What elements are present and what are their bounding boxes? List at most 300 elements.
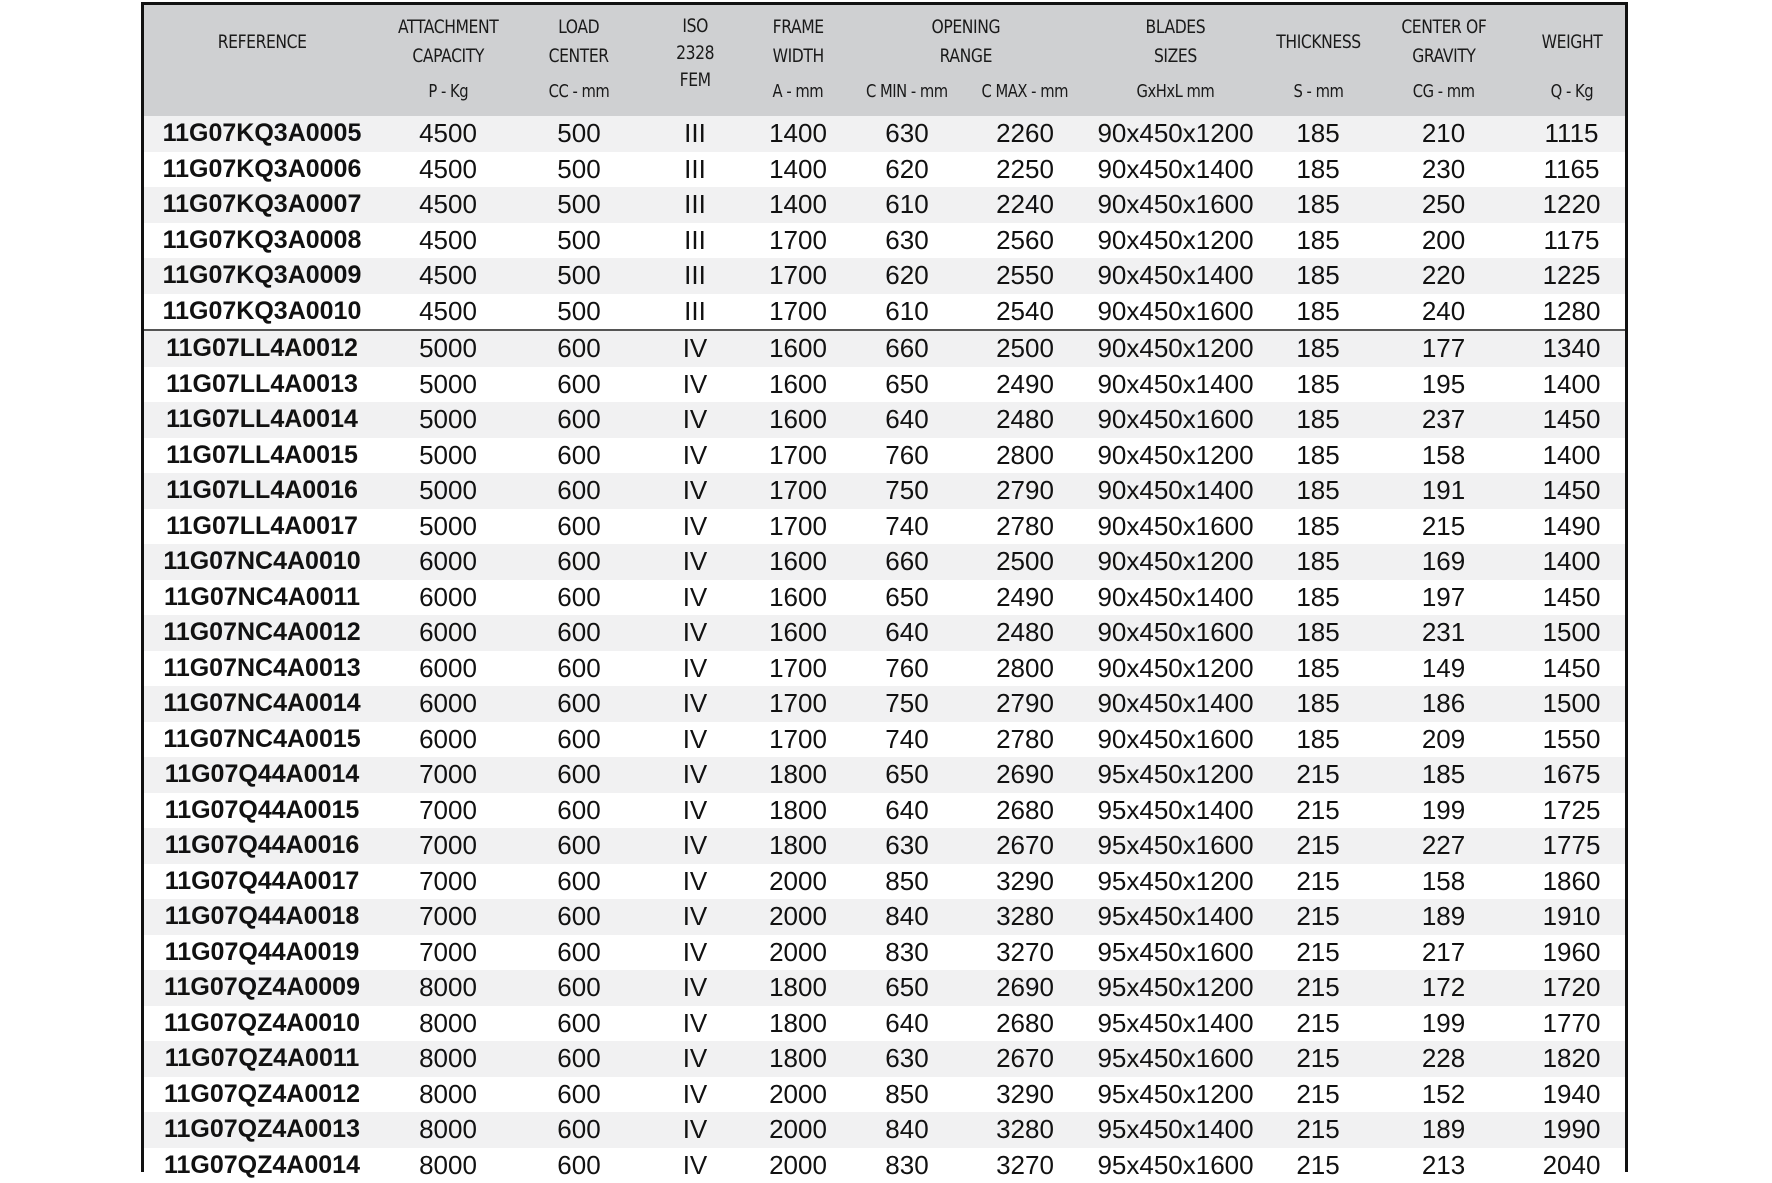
cell-c-max: 2550	[966, 258, 1084, 294]
cell-reference: 11G07NC4A0013	[144, 651, 380, 687]
cell-load-center: 600	[516, 1077, 642, 1113]
cell-thickness: 185	[1267, 152, 1369, 188]
cell-blades-sizes: 90x450x1400	[1084, 473, 1267, 509]
header-opening-range-line-1: OPENING	[932, 16, 1001, 38]
cell-center-of-gravity: 197	[1369, 580, 1518, 616]
cell-weight: 1400	[1518, 438, 1625, 474]
unit-c-max-text: C MAX - mm	[982, 81, 1068, 102]
cell-weight: 1720	[1518, 970, 1625, 1006]
cell-frame-width: 2000	[748, 899, 848, 935]
cell-frame-width: 1400	[748, 152, 848, 188]
cell-frame-width: 1600	[748, 544, 848, 580]
cell-c-max: 2690	[966, 757, 1084, 793]
cell-attachment-capacity: 5000	[380, 402, 516, 438]
cell-frame-width: 1600	[748, 367, 848, 403]
cell-c-min: 630	[848, 828, 966, 864]
cell-weight: 1400	[1518, 544, 1625, 580]
header-thickness-line-1: THICKNESS	[1276, 31, 1361, 53]
cell-iso-class: IV	[642, 864, 748, 900]
cell-blades-sizes: 95x450x1200	[1084, 1077, 1267, 1113]
table-row	[144, 793, 1625, 829]
cell-blades-sizes: 90x450x1400	[1084, 152, 1267, 188]
cell-weight: 1910	[1518, 899, 1625, 935]
cell-frame-width: 1700	[748, 438, 848, 474]
cell-c-min: 620	[848, 258, 966, 294]
header-load-center	[516, 5, 642, 79]
spec-table	[144, 5, 1625, 1183]
cell-iso-class: III	[642, 116, 748, 152]
header-thickness	[1267, 5, 1369, 79]
cell-iso-class: III	[642, 294, 748, 331]
cell-load-center: 600	[516, 509, 642, 545]
cell-frame-width: 1400	[748, 116, 848, 152]
header-iso-line-3: FEM	[679, 69, 710, 91]
cell-thickness: 215	[1267, 864, 1369, 900]
cell-c-min: 850	[848, 1077, 966, 1113]
cell-iso-class: IV	[642, 722, 748, 758]
cell-c-max: 3270	[966, 935, 1084, 971]
cell-thickness: 185	[1267, 473, 1369, 509]
table-row	[144, 152, 1625, 188]
cell-weight: 1960	[1518, 935, 1625, 971]
cell-frame-width: 1600	[748, 615, 848, 651]
cell-center-of-gravity: 217	[1369, 935, 1518, 971]
cell-frame-width: 2000	[748, 1148, 848, 1183]
cell-center-of-gravity: 195	[1369, 367, 1518, 403]
cell-weight: 1400	[1518, 367, 1625, 403]
cell-thickness: 185	[1267, 722, 1369, 758]
header-weight-text	[1541, 28, 1602, 57]
table-row	[144, 223, 1625, 259]
cell-weight: 1225	[1518, 258, 1625, 294]
table-row	[144, 473, 1625, 509]
table-row	[144, 258, 1625, 294]
cell-frame-width: 1600	[748, 330, 848, 367]
cell-center-of-gravity: 199	[1369, 1006, 1518, 1042]
cell-attachment-capacity: 6000	[380, 615, 516, 651]
cell-blades-sizes: 90x450x1200	[1084, 330, 1267, 367]
cell-thickness: 215	[1267, 1041, 1369, 1077]
cell-iso-class: IV	[642, 580, 748, 616]
cell-attachment-capacity: 5000	[380, 473, 516, 509]
cell-center-of-gravity: 177	[1369, 330, 1518, 367]
cell-thickness: 215	[1267, 1112, 1369, 1148]
table-row	[144, 294, 1625, 331]
cell-load-center: 500	[516, 294, 642, 331]
cell-weight: 1940	[1518, 1077, 1625, 1113]
cell-iso-class: IV	[642, 544, 748, 580]
cell-reference: 11G07NC4A0014	[144, 686, 380, 722]
header-iso-text	[676, 13, 714, 94]
cell-c-max: 2800	[966, 438, 1084, 474]
cell-weight: 1775	[1518, 828, 1625, 864]
cell-center-of-gravity: 231	[1369, 615, 1518, 651]
cell-thickness: 215	[1267, 757, 1369, 793]
header-opening-range-line-2: RANGE	[940, 45, 992, 67]
cell-c-max: 2490	[966, 580, 1084, 616]
cell-frame-width: 1700	[748, 509, 848, 545]
cell-load-center: 600	[516, 793, 642, 829]
header-load-center-text	[549, 13, 609, 71]
cell-center-of-gravity: 240	[1369, 294, 1518, 331]
table-row	[144, 970, 1625, 1006]
cell-weight: 1450	[1518, 402, 1625, 438]
cell-reference: 11G07QZ4A0014	[144, 1148, 380, 1183]
cell-iso-class: IV	[642, 330, 748, 367]
unit-blades-sizes-text: GxHxL mm	[1137, 81, 1215, 102]
cell-center-of-gravity: 213	[1369, 1148, 1518, 1183]
table-row	[144, 864, 1625, 900]
table-body	[144, 116, 1625, 1183]
cell-weight: 2040	[1518, 1148, 1625, 1183]
cell-blades-sizes: 90x450x1200	[1084, 544, 1267, 580]
table-row	[144, 116, 1625, 152]
cell-attachment-capacity: 5000	[380, 509, 516, 545]
cell-c-max: 2500	[966, 544, 1084, 580]
table-row	[144, 580, 1625, 616]
cell-blades-sizes: 95x450x1200	[1084, 970, 1267, 1006]
cell-iso-class: IV	[642, 970, 748, 1006]
cell-c-min: 840	[848, 899, 966, 935]
table-row	[144, 651, 1625, 687]
cell-c-min: 830	[848, 1148, 966, 1183]
cell-center-of-gravity: 227	[1369, 828, 1518, 864]
cell-iso-class: IV	[642, 1006, 748, 1042]
cell-blades-sizes: 90x450x1600	[1084, 187, 1267, 223]
header-attachment-capacity	[380, 5, 516, 79]
cell-iso-class: IV	[642, 1041, 748, 1077]
cell-thickness: 185	[1267, 258, 1369, 294]
cell-frame-width: 2000	[748, 935, 848, 971]
cell-frame-width: 1600	[748, 402, 848, 438]
spec-table-frame	[141, 2, 1628, 1172]
cell-c-min: 740	[848, 722, 966, 758]
cell-center-of-gravity: 152	[1369, 1077, 1518, 1113]
header-opening-range	[848, 5, 1084, 79]
table-row	[144, 757, 1625, 793]
cell-c-min: 620	[848, 152, 966, 188]
cell-load-center: 600	[516, 970, 642, 1006]
cell-blades-sizes: 95x450x1400	[1084, 1006, 1267, 1042]
table-row	[144, 615, 1625, 651]
cell-c-min: 650	[848, 757, 966, 793]
unit-frame-width-text: A - mm	[773, 81, 824, 102]
header-iso	[642, 5, 748, 116]
header-reference-text	[218, 28, 307, 57]
cell-c-max: 2670	[966, 828, 1084, 864]
cell-c-min: 660	[848, 544, 966, 580]
cell-reference: 11G07NC4A0011	[144, 580, 380, 616]
cell-blades-sizes: 95x450x1400	[1084, 899, 1267, 935]
cell-thickness: 185	[1267, 580, 1369, 616]
cell-blades-sizes: 95x450x1200	[1084, 864, 1267, 900]
cell-reference: 11G07Q44A0017	[144, 864, 380, 900]
header-iso-line-2: 2328	[676, 42, 714, 64]
cell-load-center: 600	[516, 864, 642, 900]
cell-load-center: 600	[516, 828, 642, 864]
cell-iso-class: III	[642, 258, 748, 294]
unit-c-min-text: C MIN - mm	[866, 81, 948, 102]
cell-c-min: 650	[848, 580, 966, 616]
cell-blades-sizes: 90x450x1400	[1084, 367, 1267, 403]
cell-frame-width: 1700	[748, 223, 848, 259]
table-row	[144, 330, 1625, 367]
unit-weight	[1518, 79, 1625, 116]
header-load-center-line-2: CENTER	[549, 45, 609, 67]
cell-frame-width: 1700	[748, 686, 848, 722]
cell-attachment-capacity: 4500	[380, 223, 516, 259]
cell-c-min: 610	[848, 187, 966, 223]
cell-attachment-capacity: 4500	[380, 152, 516, 188]
cell-reference: 11G07KQ3A0006	[144, 152, 380, 188]
cell-attachment-capacity: 8000	[380, 970, 516, 1006]
table-row	[144, 1041, 1625, 1077]
header-center-of-gravity	[1369, 5, 1518, 79]
cell-blades-sizes: 90x450x1200	[1084, 223, 1267, 259]
cell-center-of-gravity: 158	[1369, 438, 1518, 474]
cell-weight: 1115	[1518, 116, 1625, 152]
cell-weight: 1220	[1518, 187, 1625, 223]
cell-c-max: 2790	[966, 686, 1084, 722]
cell-c-max: 2780	[966, 509, 1084, 545]
cell-weight: 1675	[1518, 757, 1625, 793]
cell-iso-class: IV	[642, 1148, 748, 1183]
cell-c-max: 3280	[966, 899, 1084, 935]
cell-thickness: 215	[1267, 970, 1369, 1006]
cell-weight: 1450	[1518, 473, 1625, 509]
cell-thickness: 185	[1267, 651, 1369, 687]
cell-iso-class: IV	[642, 402, 748, 438]
cell-attachment-capacity: 6000	[380, 686, 516, 722]
cell-reference: 11G07LL4A0016	[144, 473, 380, 509]
cell-attachment-capacity: 8000	[380, 1077, 516, 1113]
cell-center-of-gravity: 237	[1369, 402, 1518, 438]
header-blades-sizes-line-2: SIZES	[1154, 45, 1197, 67]
cell-c-min: 840	[848, 1112, 966, 1148]
cell-frame-width: 1600	[748, 580, 848, 616]
cell-weight: 1175	[1518, 223, 1625, 259]
cell-load-center: 600	[516, 330, 642, 367]
cell-blades-sizes: 95x450x1400	[1084, 1112, 1267, 1148]
header-row	[144, 5, 1625, 79]
cell-attachment-capacity: 7000	[380, 935, 516, 971]
cell-reference: 11G07Q44A0015	[144, 793, 380, 829]
cell-weight: 1820	[1518, 1041, 1625, 1077]
cell-thickness: 185	[1267, 294, 1369, 331]
cell-c-min: 830	[848, 935, 966, 971]
unit-reference	[144, 79, 380, 116]
cell-thickness: 185	[1267, 402, 1369, 438]
cell-c-min: 740	[848, 509, 966, 545]
header-weight-line-1: WEIGHT	[1541, 31, 1602, 53]
cell-c-max: 3290	[966, 1077, 1084, 1113]
cell-frame-width: 1400	[748, 187, 848, 223]
cell-iso-class: IV	[642, 651, 748, 687]
cell-blades-sizes: 90x450x1600	[1084, 722, 1267, 758]
cell-load-center: 600	[516, 686, 642, 722]
cell-c-max: 3280	[966, 1112, 1084, 1148]
cell-load-center: 600	[516, 580, 642, 616]
cell-reference: 11G07LL4A0012	[144, 330, 380, 367]
cell-c-max: 2480	[966, 615, 1084, 651]
cell-load-center: 500	[516, 116, 642, 152]
cell-reference: 11G07KQ3A0007	[144, 187, 380, 223]
cell-weight: 1490	[1518, 509, 1625, 545]
cell-reference: 11G07LL4A0014	[144, 402, 380, 438]
header-load-center-line-1: LOAD	[558, 16, 599, 38]
header-reference	[144, 5, 380, 79]
cell-attachment-capacity: 8000	[380, 1112, 516, 1148]
cell-frame-width: 1700	[748, 294, 848, 331]
cell-reference: 11G07Q44A0014	[144, 757, 380, 793]
unit-weight-text: Q - Kg	[1550, 81, 1592, 102]
header-reference-line-1: REFERENCE	[218, 31, 307, 53]
cell-load-center: 600	[516, 367, 642, 403]
cell-center-of-gravity: 209	[1369, 722, 1518, 758]
cell-reference: 11G07NC4A0015	[144, 722, 380, 758]
cell-weight: 1860	[1518, 864, 1625, 900]
unit-c-min	[848, 79, 966, 116]
cell-attachment-capacity: 4500	[380, 187, 516, 223]
cell-load-center: 600	[516, 651, 642, 687]
cell-iso-class: IV	[642, 828, 748, 864]
unit-c-max	[966, 79, 1084, 116]
cell-attachment-capacity: 4500	[380, 116, 516, 152]
cell-blades-sizes: 90x450x1200	[1084, 116, 1267, 152]
cell-load-center: 600	[516, 899, 642, 935]
cell-attachment-capacity: 6000	[380, 651, 516, 687]
cell-weight: 1450	[1518, 580, 1625, 616]
cell-attachment-capacity: 7000	[380, 757, 516, 793]
cell-attachment-capacity: 5000	[380, 438, 516, 474]
cell-reference: 11G07QZ4A0010	[144, 1006, 380, 1042]
cell-load-center: 600	[516, 935, 642, 971]
header-blades-sizes	[1084, 5, 1267, 79]
cell-c-max: 2480	[966, 402, 1084, 438]
cell-load-center: 600	[516, 1006, 642, 1042]
cell-weight: 1450	[1518, 651, 1625, 687]
cell-attachment-capacity: 4500	[380, 294, 516, 331]
cell-c-min: 640	[848, 402, 966, 438]
cell-c-max: 2250	[966, 152, 1084, 188]
cell-attachment-capacity: 7000	[380, 793, 516, 829]
cell-thickness: 215	[1267, 1077, 1369, 1113]
cell-attachment-capacity: 6000	[380, 580, 516, 616]
header-thickness-text	[1276, 28, 1361, 57]
table-row	[144, 402, 1625, 438]
cell-frame-width: 1700	[748, 473, 848, 509]
cell-iso-class: IV	[642, 509, 748, 545]
cell-c-max: 2800	[966, 651, 1084, 687]
cell-attachment-capacity: 8000	[380, 1041, 516, 1077]
cell-c-min: 660	[848, 330, 966, 367]
cell-blades-sizes: 90x450x1400	[1084, 580, 1267, 616]
cell-center-of-gravity: 191	[1369, 473, 1518, 509]
cell-c-min: 640	[848, 793, 966, 829]
unit-blades-sizes	[1084, 79, 1267, 116]
cell-c-min: 610	[848, 294, 966, 331]
cell-weight: 1340	[1518, 330, 1625, 367]
cell-c-min: 760	[848, 651, 966, 687]
cell-c-min: 850	[848, 864, 966, 900]
cell-thickness: 185	[1267, 615, 1369, 651]
cell-c-max: 3290	[966, 864, 1084, 900]
cell-center-of-gravity: 230	[1369, 152, 1518, 188]
cell-reference: 11G07LL4A0017	[144, 509, 380, 545]
cell-iso-class: III	[642, 152, 748, 188]
cell-center-of-gravity: 158	[1369, 864, 1518, 900]
cell-iso-class: IV	[642, 367, 748, 403]
cell-reference: 11G07QZ4A0011	[144, 1041, 380, 1077]
cell-blades-sizes: 90x450x1400	[1084, 686, 1267, 722]
cell-c-max: 2680	[966, 1006, 1084, 1042]
cell-c-min: 650	[848, 367, 966, 403]
unit-attachment-capacity-text: P - Kg	[428, 81, 468, 102]
cell-c-max: 2260	[966, 116, 1084, 152]
unit-attachment-capacity	[380, 79, 516, 116]
cell-reference: 11G07LL4A0013	[144, 367, 380, 403]
cell-load-center: 600	[516, 402, 642, 438]
unit-frame-width	[748, 79, 848, 116]
cell-blades-sizes: 90x450x1200	[1084, 438, 1267, 474]
cell-frame-width: 1800	[748, 1006, 848, 1042]
cell-iso-class: IV	[642, 899, 748, 935]
cell-thickness: 185	[1267, 367, 1369, 403]
cell-thickness: 185	[1267, 438, 1369, 474]
cell-frame-width: 1800	[748, 970, 848, 1006]
cell-thickness: 185	[1267, 509, 1369, 545]
table-row	[144, 899, 1625, 935]
cell-blades-sizes: 95x450x1600	[1084, 935, 1267, 971]
cell-load-center: 500	[516, 187, 642, 223]
cell-center-of-gravity: 149	[1369, 651, 1518, 687]
cell-reference: 11G07KQ3A0009	[144, 258, 380, 294]
cell-c-max: 2790	[966, 473, 1084, 509]
table-row	[144, 438, 1625, 474]
unit-thickness	[1267, 79, 1369, 116]
cell-attachment-capacity: 7000	[380, 899, 516, 935]
cell-reference: 11G07KQ3A0008	[144, 223, 380, 259]
cell-c-min: 640	[848, 1006, 966, 1042]
cell-attachment-capacity: 8000	[380, 1148, 516, 1183]
cell-iso-class: IV	[642, 935, 748, 971]
cell-frame-width: 1800	[748, 757, 848, 793]
cell-load-center: 600	[516, 757, 642, 793]
cell-reference: 11G07Q44A0018	[144, 899, 380, 935]
cell-frame-width: 2000	[748, 864, 848, 900]
cell-center-of-gravity: 189	[1369, 1112, 1518, 1148]
header-center-of-gravity-line-1: CENTER OF	[1401, 16, 1486, 38]
cell-frame-width: 1800	[748, 828, 848, 864]
table-row	[144, 935, 1625, 971]
cell-blades-sizes: 90x450x1400	[1084, 258, 1267, 294]
cell-attachment-capacity: 7000	[380, 864, 516, 900]
cell-blades-sizes: 95x450x1200	[1084, 757, 1267, 793]
cell-load-center: 500	[516, 152, 642, 188]
cell-reference: 11G07QZ4A0013	[144, 1112, 380, 1148]
cell-c-max: 2680	[966, 793, 1084, 829]
cell-reference: 11G07NC4A0012	[144, 615, 380, 651]
header-frame-width-line-1: FRAME	[772, 16, 823, 38]
cell-load-center: 600	[516, 722, 642, 758]
cell-reference: 11G07KQ3A0005	[144, 116, 380, 152]
cell-iso-class: IV	[642, 438, 748, 474]
cell-thickness: 215	[1267, 1006, 1369, 1042]
cell-iso-class: IV	[642, 793, 748, 829]
cell-center-of-gravity: 210	[1369, 116, 1518, 152]
table-row	[144, 367, 1625, 403]
cell-blades-sizes: 95x450x1600	[1084, 1148, 1267, 1183]
